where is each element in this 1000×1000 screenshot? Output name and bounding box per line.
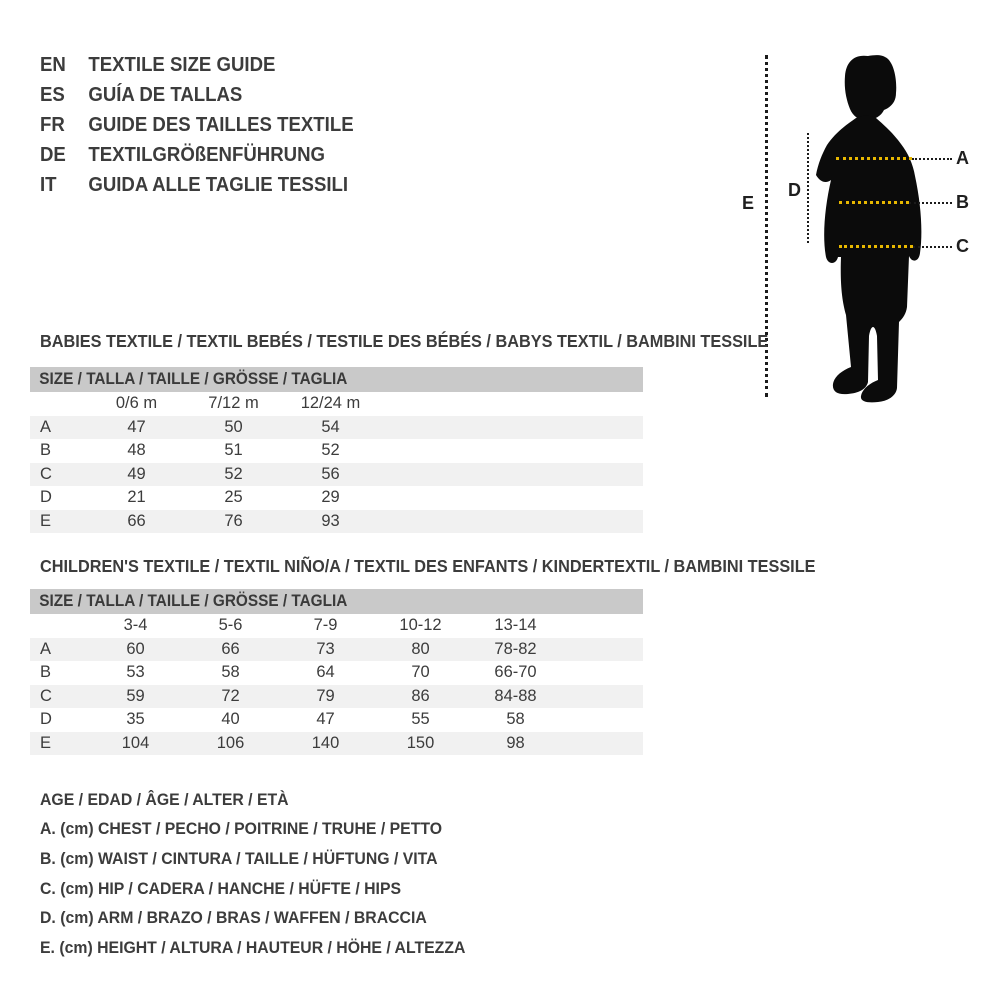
label-a: A [956, 148, 969, 168]
measurement-legend [40, 785, 497, 963]
row-label: E [40, 733, 52, 752]
cell-value: 86 [411, 686, 430, 705]
cell-value: 79 [316, 686, 335, 705]
table-row [30, 416, 643, 440]
row-label: D [40, 710, 52, 729]
lang-row-en [40, 50, 354, 80]
column-header: 0/6 m [115, 394, 158, 413]
lang-row-it [40, 170, 354, 200]
babies-section-title: BABIES TEXTILE / TEXTIL BEBÉS / TESTILE DES BÉBÉS / BABYS TEXTIL / BAMBINI TESSILE [40, 331, 769, 351]
cell-value: 98 [506, 733, 525, 752]
label-e: E [742, 193, 755, 213]
cell-value: 55 [411, 710, 430, 729]
size-header-text: SIZE / TALLA / TAILLE / GRÖSSE / TAGLIA [39, 592, 348, 610]
cell-value: 52 [224, 464, 243, 483]
table-row [30, 463, 643, 487]
cell-value: 72 [221, 686, 240, 705]
label-d: D [788, 180, 801, 200]
children-size-table [30, 589, 643, 755]
cell-value: 106 [216, 733, 245, 752]
cell-value: 50 [224, 417, 243, 436]
cell-value: 140 [311, 733, 340, 752]
cell-value: 76 [224, 511, 243, 530]
babies-column-header-row [30, 392, 643, 416]
cell-value: 80 [411, 639, 430, 658]
legend-waist: B. (cm) WAIST / CINTURA / TAILLE / HÜFTUNG / VITA [40, 848, 438, 868]
row-label: A [40, 639, 52, 658]
cell-value: 58 [221, 663, 240, 682]
legend-arm: D. (cm) ARM / BRAZO / BRAS / WAFFEN / BRACCIA [40, 908, 427, 928]
cell-value: 35 [126, 710, 145, 729]
row-label: A [40, 417, 52, 436]
lang-title: GUIDA ALLE TAGLIE TESSILI [88, 173, 349, 196]
cell-value: 84-88 [494, 686, 537, 705]
babies-size-table [30, 367, 643, 533]
cell-value: 78-82 [494, 639, 537, 658]
hip-measure-dots [839, 245, 913, 248]
lang-row-fr [40, 110, 354, 140]
cell-value: 54 [321, 417, 340, 436]
row-label: C [40, 464, 52, 483]
legend-chest: A. (cm) CHEST / PECHO / POITRINE / TRUHE / PETTO [40, 819, 443, 839]
lang-code: FR [40, 113, 65, 136]
column-header: 7/12 m [208, 394, 259, 413]
cell-value: 25 [224, 488, 243, 507]
cell-value: 66 [127, 511, 146, 530]
legend-hip: C. (cm) HIP / CADERA / HANCHE / HÜFTE / HIPS [40, 878, 402, 898]
table-row [30, 439, 643, 463]
language-title-block [40, 50, 354, 200]
row-label: E [40, 511, 52, 530]
cell-value: 53 [126, 663, 145, 682]
cell-value: 21 [127, 488, 146, 507]
lang-code: ES [40, 83, 65, 106]
cell-value: 64 [316, 663, 335, 682]
cell-value: 49 [127, 464, 146, 483]
cell-value: 52 [321, 441, 340, 460]
cell-value: 51 [224, 441, 243, 460]
lang-title: TEXTILE SIZE GUIDE [88, 53, 276, 76]
lang-row-de [40, 140, 354, 170]
children-column-header-row [30, 614, 643, 638]
cell-value: 70 [411, 663, 430, 682]
cell-value: 29 [321, 488, 340, 507]
lang-title: GUÍA DE TALLAS [88, 83, 243, 106]
hip-guide-dots [913, 246, 952, 248]
row-label: B [40, 663, 52, 682]
child-silhouette-image [796, 46, 936, 406]
cell-value: 104 [121, 733, 150, 752]
cell-value: 93 [321, 511, 340, 530]
size-header-band [30, 367, 643, 392]
table-row [30, 708, 643, 732]
table-row [30, 732, 643, 756]
children-section-title: CHILDREN'S TEXTILE / TEXTIL NIÑO/A / TEXTIL DES ENFANTS / KINDERTEXTIL / BAMBINI TESSILE [40, 556, 816, 576]
cell-value: 47 [127, 417, 146, 436]
table-row [30, 638, 643, 662]
column-header: 12/24 m [300, 394, 361, 413]
lang-code: EN [40, 53, 66, 76]
cell-value: 56 [321, 464, 340, 483]
legend-height: E. (cm) HEIGHT / ALTURA / HAUTEUR / HÖHE / ALTEZZA [40, 937, 466, 957]
row-label: D [40, 488, 52, 507]
waist-measure-dots [839, 201, 909, 204]
table-row [30, 486, 643, 510]
cell-value: 66 [221, 639, 240, 658]
row-label: B [40, 441, 52, 460]
size-header-band [30, 589, 643, 614]
cell-value: 47 [316, 710, 335, 729]
lang-title: GUIDE DES TAILLES TEXTILE [88, 113, 354, 136]
table-row [30, 685, 643, 709]
lang-code: DE [40, 143, 66, 166]
cell-value: 66-70 [494, 663, 537, 682]
cell-value: 58 [506, 710, 525, 729]
legend-age: AGE / EDAD / ÂGE / ALTER / ETÀ [40, 789, 289, 809]
label-c: C [956, 236, 969, 256]
table-row [30, 510, 643, 534]
column-header: 10-12 [399, 616, 442, 635]
arm-measure-line-d [807, 133, 809, 243]
cell-value: 59 [126, 686, 145, 705]
column-header: 5-6 [218, 616, 243, 635]
chest-guide-dots [912, 158, 952, 160]
lang-code: IT [40, 173, 57, 196]
column-header: 13-14 [494, 616, 537, 635]
cell-value: 60 [126, 639, 145, 658]
table-row [30, 661, 643, 685]
waist-guide-dots [909, 202, 952, 204]
chest-measure-dots [836, 157, 912, 160]
cell-value: 40 [221, 710, 240, 729]
lang-row-es [40, 80, 354, 110]
cell-value: 48 [127, 441, 146, 460]
row-label: C [40, 686, 52, 705]
label-b: B [956, 192, 969, 212]
column-header: 3-4 [123, 616, 148, 635]
measurement-figure [700, 30, 1000, 420]
cell-value: 150 [406, 733, 435, 752]
size-header-text: SIZE / TALLA / TAILLE / GRÖSSE / TAGLIA [39, 370, 348, 388]
cell-value: 73 [316, 639, 335, 658]
lang-title: TEXTILGRÖßENFÜHRUNG [88, 143, 325, 166]
column-header: 7-9 [313, 616, 338, 635]
